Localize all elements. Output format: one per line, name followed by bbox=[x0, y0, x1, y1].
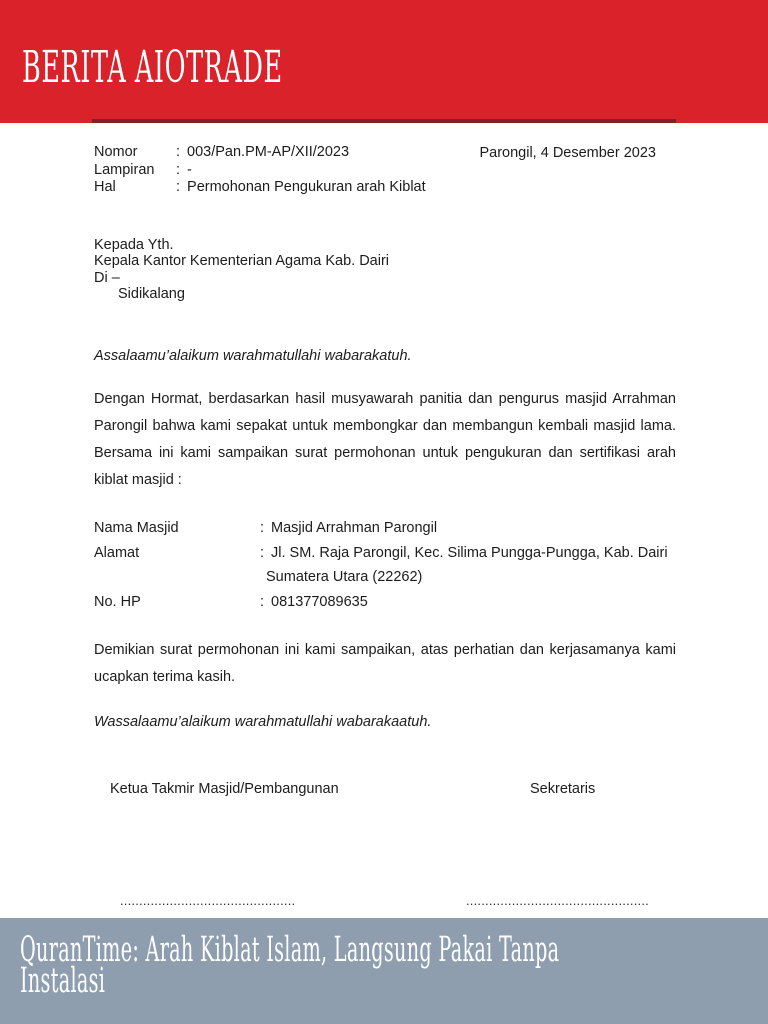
closing-salutation-line: Wassalaamu’alaikum warahmatullahi wabarakaatuh. bbox=[94, 714, 432, 730]
recipient-city: Sidikalang bbox=[118, 286, 185, 302]
detail-label: Alamat bbox=[94, 544, 140, 561]
meta-separator: : bbox=[176, 161, 181, 178]
details-block bbox=[94, 516, 676, 614]
signature-left-title: Ketua Takmir Masjid/Pembangunan bbox=[110, 780, 339, 797]
footer-banner bbox=[0, 918, 768, 1024]
meta-label: Hal bbox=[94, 179, 116, 195]
signature-dots-left: .............................................. bbox=[120, 893, 296, 908]
signature-dot-lines bbox=[94, 892, 676, 910]
meta-separator: : bbox=[176, 144, 181, 160]
detail-separator: : bbox=[260, 544, 265, 561]
red-header-banner bbox=[0, 0, 768, 123]
detail-row-hp bbox=[94, 590, 676, 615]
meta-value: 003/Pan.PM-AP/XII/2023 bbox=[187, 144, 350, 160]
detail-row-nama bbox=[94, 516, 676, 541]
recipient-line: Kepada Yth. bbox=[94, 236, 174, 253]
meta-value: Permohonan Pengukuran arah Kiblat bbox=[187, 179, 426, 195]
detail-value: Masjid Arrahman Parongil bbox=[271, 520, 438, 536]
meta-separator: : bbox=[176, 179, 181, 195]
salutation-line: Assalaamu’alaikum warahmatullahi wabarakatuh. bbox=[94, 347, 412, 364]
meta-label: Nomor bbox=[94, 144, 138, 160]
letter-meta bbox=[94, 144, 676, 197]
detail-value: 081377089635 bbox=[271, 593, 368, 610]
closing-paragraph: Demikian surat permohonan ini kami sampaikan, atas perhatian dan kerjasamanya kami ucapkan terima kasih. bbox=[94, 642, 676, 685]
detail-row-alamat bbox=[94, 541, 676, 566]
footer-title-line-1: QuranTime: Arah Kiblat Islam, Langsung Pakai Tanpa bbox=[20, 930, 560, 970]
meta-row-lampiran bbox=[94, 162, 676, 180]
footer-title-line-2: Instalasi bbox=[20, 961, 106, 1001]
meta-label: Lampiran bbox=[94, 161, 155, 178]
detail-label: No. HP bbox=[94, 593, 141, 610]
detail-separator: : bbox=[260, 593, 265, 610]
signature-titles bbox=[94, 781, 676, 799]
detail-separator: : bbox=[260, 520, 265, 536]
recipient-line: Kepala Kantor Kementerian Agama Kab. Dairi bbox=[94, 253, 390, 269]
dateline: Parongil, 4 Desember 2023 bbox=[479, 145, 656, 161]
recipient-block bbox=[94, 237, 676, 303]
meta-value: - bbox=[187, 161, 192, 178]
detail-value-continuation: Sumatera Utara (22262) bbox=[266, 569, 423, 585]
signature-dots-right: ................................................ bbox=[466, 893, 649, 908]
opening-paragraph: Dengan Hormat, berdasarkan hasil musyawarah panitia dan pengurus masjid Arrahman Parongil bahwa kami sepakat untuk membongkar dan membangun kembali masjid lama. Bersama ini kami sampaikan surat permohonan untuk pengukuran dan sertifikasi arah kiblat masjid : bbox=[94, 391, 676, 488]
banner-title: BERITA AIOTRADE bbox=[22, 42, 283, 93]
detail-label: Nama Masjid bbox=[94, 520, 179, 536]
detail-value: Jl. SM. Raja Parongil, Kec. Silima Pungga-Pungga, Kab. Dairi bbox=[271, 544, 668, 561]
signature-right-title: Sekretaris bbox=[530, 780, 596, 797]
letter-page bbox=[0, 123, 768, 918]
recipient-line: Di – bbox=[94, 269, 120, 286]
meta-row-hal bbox=[94, 179, 676, 197]
